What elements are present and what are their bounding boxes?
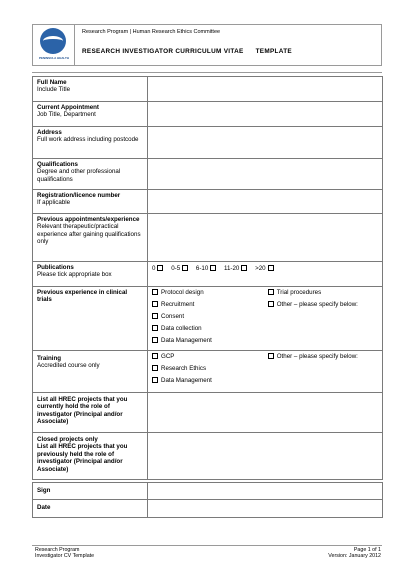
field-label: Full Name bbox=[37, 79, 67, 86]
training-col-1 bbox=[152, 351, 266, 387]
label-cell bbox=[33, 262, 148, 287]
field-label-detail: List all HREC projects that you previously held the role of investigator (Principal and/or Associate) bbox=[37, 443, 128, 473]
checkbox[interactable] bbox=[268, 265, 274, 271]
full-name-field[interactable] bbox=[148, 77, 383, 102]
pub-option-0-5[interactable] bbox=[171, 265, 194, 272]
option-protocol-design[interactable] bbox=[152, 287, 266, 299]
row-appointment bbox=[33, 102, 383, 127]
logo-swoosh-icon bbox=[43, 36, 63, 46]
checkbox[interactable] bbox=[268, 353, 274, 359]
field-label: Registration/licence number bbox=[37, 192, 121, 199]
checkbox[interactable] bbox=[152, 377, 158, 383]
option-other-specify[interactable] bbox=[268, 299, 378, 311]
field-hint: Full work address including postcode bbox=[37, 136, 139, 144]
title-suffix: TEMPLATE bbox=[255, 48, 292, 55]
label-cell bbox=[33, 393, 148, 433]
option-label: 11-20 bbox=[224, 265, 240, 272]
row-training bbox=[33, 351, 383, 393]
field-label: List all HREC projects that you currently hold the role of investigator (Principal and/or Associate) bbox=[37, 396, 128, 426]
hrec-projects-field[interactable] bbox=[148, 393, 383, 433]
field-hint: If applicable bbox=[37, 199, 71, 207]
pub-option-11-20[interactable] bbox=[224, 265, 253, 272]
clinical-col-1 bbox=[152, 287, 266, 347]
header-subtitle: Research Program | Human Research Ethics Committee bbox=[82, 29, 221, 35]
checkbox[interactable] bbox=[152, 365, 158, 371]
clinical-col-2 bbox=[268, 287, 378, 311]
address-field[interactable] bbox=[148, 127, 383, 159]
pub-option-20-plus[interactable] bbox=[255, 265, 280, 272]
option-label: Consent bbox=[161, 313, 185, 320]
option-data-management[interactable] bbox=[152, 335, 266, 347]
checkbox[interactable] bbox=[152, 289, 158, 295]
option-label: 0-5 bbox=[171, 265, 181, 272]
appointment-field[interactable] bbox=[148, 102, 383, 127]
checkbox[interactable] bbox=[268, 289, 274, 295]
checkbox[interactable] bbox=[268, 301, 274, 307]
checkbox[interactable] bbox=[241, 265, 247, 271]
closed-projects-field[interactable] bbox=[148, 433, 383, 480]
footer-left bbox=[35, 547, 94, 560]
row-publications bbox=[33, 262, 383, 287]
pub-option-0[interactable] bbox=[152, 265, 169, 272]
label-cell bbox=[33, 77, 148, 102]
checkbox[interactable] bbox=[152, 325, 158, 331]
label-cell bbox=[33, 433, 148, 480]
sign-label: Sign bbox=[37, 487, 51, 494]
label-cell bbox=[33, 483, 148, 500]
field-label: Qualifications bbox=[37, 161, 78, 168]
field-label: Previous appointments/experience bbox=[37, 216, 140, 223]
label-cell bbox=[33, 214, 148, 262]
option-label: Protocol design bbox=[161, 289, 204, 296]
option-training-other[interactable] bbox=[268, 351, 378, 363]
row-sign bbox=[33, 483, 383, 500]
option-gcp[interactable] bbox=[152, 351, 266, 363]
option-research-ethics[interactable] bbox=[152, 363, 266, 375]
option-label: Other – please specify below: bbox=[276, 353, 358, 360]
footer-program: Research Program bbox=[35, 547, 80, 553]
qualifications-field[interactable] bbox=[148, 159, 383, 190]
footer-page-number: Page 1 of 1 bbox=[353, 547, 381, 553]
field-label: Closed projects only bbox=[37, 436, 98, 443]
footer-right bbox=[328, 547, 381, 560]
date-label: Date bbox=[37, 504, 51, 511]
field-hint: Accredited course only bbox=[37, 362, 100, 370]
field-label: Publications bbox=[37, 264, 74, 271]
row-previous-experience bbox=[33, 214, 383, 262]
training-options bbox=[148, 351, 383, 393]
logo-text: PENINSULA HEALTH bbox=[39, 56, 69, 60]
training-col-2 bbox=[268, 351, 378, 363]
option-label: Data Management bbox=[161, 337, 212, 344]
document-title bbox=[82, 48, 292, 55]
label-cell bbox=[33, 287, 148, 351]
option-trial-procedures[interactable] bbox=[268, 287, 378, 299]
option-label: Data collection bbox=[161, 325, 202, 332]
registration-field[interactable] bbox=[148, 190, 383, 214]
label-cell bbox=[33, 190, 148, 214]
label-cell bbox=[33, 351, 148, 393]
checkbox[interactable] bbox=[152, 353, 158, 359]
checkbox[interactable] bbox=[182, 265, 188, 271]
checkbox[interactable] bbox=[152, 337, 158, 343]
field-label: Previous experience in clinical trials bbox=[37, 289, 128, 304]
label-cell bbox=[33, 102, 148, 127]
option-training-data-management[interactable] bbox=[152, 375, 266, 387]
checkbox[interactable] bbox=[210, 265, 216, 271]
row-closed-projects bbox=[33, 433, 383, 480]
checkbox[interactable] bbox=[152, 301, 158, 307]
option-label: Research Ethics bbox=[161, 365, 207, 372]
footer-version: Version: January 2012 bbox=[328, 553, 381, 560]
field-hint: Relevant therapeutic/practical experience after gaining qualifications only bbox=[37, 223, 141, 246]
option-recruitment[interactable] bbox=[152, 299, 266, 311]
option-label: Data Management bbox=[161, 377, 212, 384]
field-hint: Please tick appropriate box bbox=[37, 271, 112, 279]
date-field[interactable] bbox=[148, 500, 383, 518]
field-hint: Degree and other professional qualifications bbox=[37, 168, 121, 183]
title-text: RESEARCH INVESTIGATOR CURRICULUM VITAE bbox=[82, 48, 244, 55]
row-registration bbox=[33, 190, 383, 214]
option-label: 6-10 bbox=[195, 265, 209, 272]
option-label: Trial procedures bbox=[276, 289, 322, 296]
option-label: Recruitment bbox=[161, 301, 195, 308]
row-address bbox=[33, 127, 383, 159]
option-consent[interactable] bbox=[152, 311, 266, 323]
row-hrec-projects bbox=[33, 393, 383, 433]
option-label: >20 bbox=[255, 265, 266, 272]
field-hint: Include Title bbox=[37, 86, 71, 94]
cv-form-table bbox=[32, 76, 383, 480]
checkbox[interactable] bbox=[152, 313, 158, 319]
option-label: GCP bbox=[161, 353, 175, 360]
sign-field[interactable] bbox=[148, 483, 383, 500]
field-label: Address bbox=[37, 129, 62, 136]
option-data-collection[interactable] bbox=[152, 323, 266, 335]
header-divider bbox=[32, 72, 382, 73]
publications-options bbox=[148, 262, 383, 287]
row-full-name bbox=[33, 77, 383, 102]
row-date bbox=[33, 500, 383, 518]
checkbox[interactable] bbox=[157, 265, 163, 271]
row-qualifications bbox=[33, 159, 383, 190]
signature-table bbox=[32, 482, 383, 518]
footer-template-name: Investigator CV Template bbox=[35, 553, 95, 560]
label-cell bbox=[33, 159, 148, 190]
option-label: 0 bbox=[152, 265, 156, 272]
row-clinical-trials bbox=[33, 287, 383, 351]
clinical-options bbox=[148, 287, 383, 351]
label-cell bbox=[33, 500, 148, 518]
previous-experience-field[interactable] bbox=[148, 214, 383, 262]
document-header bbox=[32, 24, 382, 66]
footer-divider bbox=[32, 545, 382, 546]
label-cell bbox=[33, 127, 148, 159]
field-label: Training bbox=[37, 355, 62, 362]
option-label: Other – please specify below: bbox=[276, 301, 358, 308]
logo bbox=[33, 25, 75, 65]
pub-option-6-10[interactable] bbox=[196, 265, 222, 272]
field-label: Current Appointment bbox=[37, 104, 99, 111]
field-hint: Job Title, Department bbox=[37, 111, 96, 119]
